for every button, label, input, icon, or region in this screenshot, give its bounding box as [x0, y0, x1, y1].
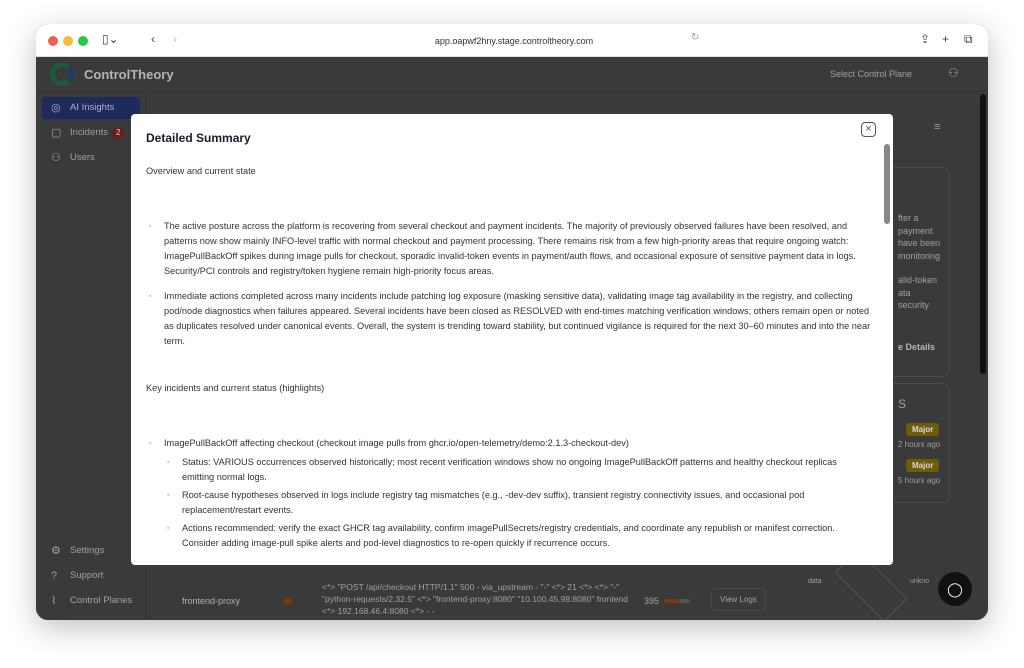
chat-icon: ◯ [947, 581, 963, 597]
logo-icon [50, 62, 74, 86]
sidebar-toggle-icon[interactable]: ▯⌄ [102, 32, 119, 46]
control-plane-select[interactable]: Select Control Plane [830, 69, 913, 79]
list-item: ▪ Root-cause hypotheses observed in logs include registry tag mismatches (e.g., -dev-dev suffix), transient registry connectivity issues, and occasional pod replacement/restart events. [164, 488, 871, 518]
view-details-button[interactable]: e Details [898, 342, 936, 352]
close-window-button[interactable] [48, 36, 58, 46]
summary-card-text [898, 212, 940, 312]
zoom-window-button[interactable] [78, 36, 88, 46]
card-line: have been [898, 238, 941, 248]
sidebar-item-control-planes[interactable] [42, 590, 140, 612]
incident-count-badge: 2 [112, 127, 124, 139]
view-logs-button[interactable]: View Logs [711, 588, 766, 611]
page-scrollbar[interactable] [980, 94, 986, 374]
share-icon[interactable]: ⇪ [920, 32, 931, 46]
app-header [36, 57, 988, 92]
log-count: 395 [644, 596, 660, 606]
events-heading: S [898, 397, 907, 411]
incident-list [146, 436, 871, 551]
card-line: alid-token [898, 275, 938, 285]
modal-body [146, 164, 871, 561]
overview-list [146, 219, 871, 349]
sidebar-label: Users [70, 152, 95, 163]
card-line: ata [898, 287, 911, 298]
users-icon: ⚇ [51, 152, 61, 164]
back-icon[interactable]: ‹ [151, 32, 155, 46]
radar-label: data [808, 578, 822, 585]
url-text: app.oapwf2hny.stage.controltheory.com [434, 36, 594, 46]
chart-icon: ⌇ [51, 595, 57, 607]
section-heading: Overview and current state [146, 166, 256, 176]
user-icon[interactable]: ⚇ [948, 66, 959, 80]
sidebar-item-ai-insights[interactable] [42, 97, 140, 119]
browser-toolbar [36, 24, 988, 57]
sidebar-label: Support [70, 570, 104, 581]
severity-badge: Major [906, 459, 939, 472]
menu-icon[interactable]: ≡ [934, 121, 941, 133]
sidebar-item-support[interactable] [42, 565, 140, 587]
event-time: 2 hours ago [898, 440, 941, 449]
sidebar-label: Incidents [70, 127, 109, 138]
gear-icon: ⚙ [51, 545, 61, 557]
address-bar[interactable] [316, 30, 712, 52]
card-line: payment [898, 225, 933, 236]
radar-label: unkno [910, 578, 930, 585]
service-name: frontend-proxy [182, 596, 241, 606]
forward-icon[interactable]: › [173, 32, 177, 46]
minimize-window-button[interactable] [63, 36, 73, 46]
sidebar-item-users[interactable] [42, 147, 140, 169]
status-dot [284, 597, 292, 605]
log-pattern: <*> "POST /api/checkout HTTP/1.1" 500 - via_upstream - "-" <*> 21 <*> <*> "-" "python-requests/2.32.5" <*> "frontend-proxy:8080" "10.100.45.98:8080" frontend <*> 192.168.46.4:8080 <*> - - [322, 582, 628, 616]
list-item [146, 436, 871, 551]
section-heading: Key incidents and current status (highlights) [146, 383, 325, 393]
brain-icon: ◎ [51, 102, 61, 114]
chat-button[interactable] [938, 572, 972, 606]
sidebar-item-incidents[interactable] [42, 122, 140, 144]
help-icon: ? [51, 570, 58, 582]
modal-scrollbar[interactable] [884, 144, 890, 224]
severity-badge: Major [906, 423, 939, 436]
card-line: security [898, 300, 930, 310]
modal-title: Detailed Summary [146, 131, 251, 145]
sidebar-label: Control Planes [70, 595, 133, 606]
card-line: fter a [898, 213, 919, 223]
close-icon[interactable]: × [861, 122, 876, 137]
sidebar-label: Settings [70, 545, 105, 556]
document-icon: ▢ [51, 127, 62, 139]
list-item: ▪ The active posture across the platform is recovering from several checkout and payment incidents. The majority of previously observed failures have been resolved, and patterns now show mainly INFO-level traffic with normal checkout and payment processing. There remains risk from a few high-priority areas that require ongoing watch: ImagePullBackOff spikes during image pulls for checkout, sporadic invalid-token events in payment/auth flows, and occasional exposure of sensitive payment data in logs. Security/PCI controls and registry/token hygiene remain high-priority focus areas. [146, 219, 871, 279]
event-time: 5 hours ago [898, 476, 941, 485]
brand-name: ControlTheory [84, 67, 174, 82]
sidebar-label: AI Insights [70, 102, 115, 113]
incident-sublist [164, 455, 871, 551]
table-row [166, 573, 766, 616]
sidebar [36, 92, 146, 620]
new-tab-icon[interactable]: + [942, 32, 950, 46]
list-item: ▪ Immediate actions completed across many incidents include patching log exposure (masking sensitive data), validating image tag availability in the registry, and collecting pod/node diagnostics when failures appeared. Several incidents have been closed as RESOLVED with end-times matching verification windows; others remain open or noted as duplicates resolved under canonical events. Overall, the system is trending toward stability, but continued vigilance is required for the next 30–60 minutes and into the near term. [146, 289, 871, 349]
incident-title: ImagePullBackOff affecting checkout (checkout image pulls from ghcr.io/open-telemetry/demo:2.1.3-checkout-dev) [164, 438, 629, 448]
reload-icon[interactable]: ↻ [691, 32, 700, 43]
card-line: monitoring [898, 250, 941, 261]
list-item: ▪ Status: VARIOUS occurrences observed historically; most recent verification windows show no ongoing ImagePullBackOff patterns and healthy checkout replicas emitting normal logs. [164, 455, 871, 485]
sidebar-item-settings[interactable] [42, 540, 140, 562]
count-bar [664, 599, 690, 603]
detailed-summary-modal [131, 114, 893, 565]
list-item: ▪ Actions recommended: verify the exact GHCR tag availability, confirm imagePullSecrets/registry credentials, and coordinate any republish or manifest correction. Consider adding image-pull spike alerts and pod-level diagnostics to re-open quickly if recurrence occurs. [164, 521, 871, 551]
tabs-overview-icon[interactable]: ⧉ [964, 32, 973, 46]
